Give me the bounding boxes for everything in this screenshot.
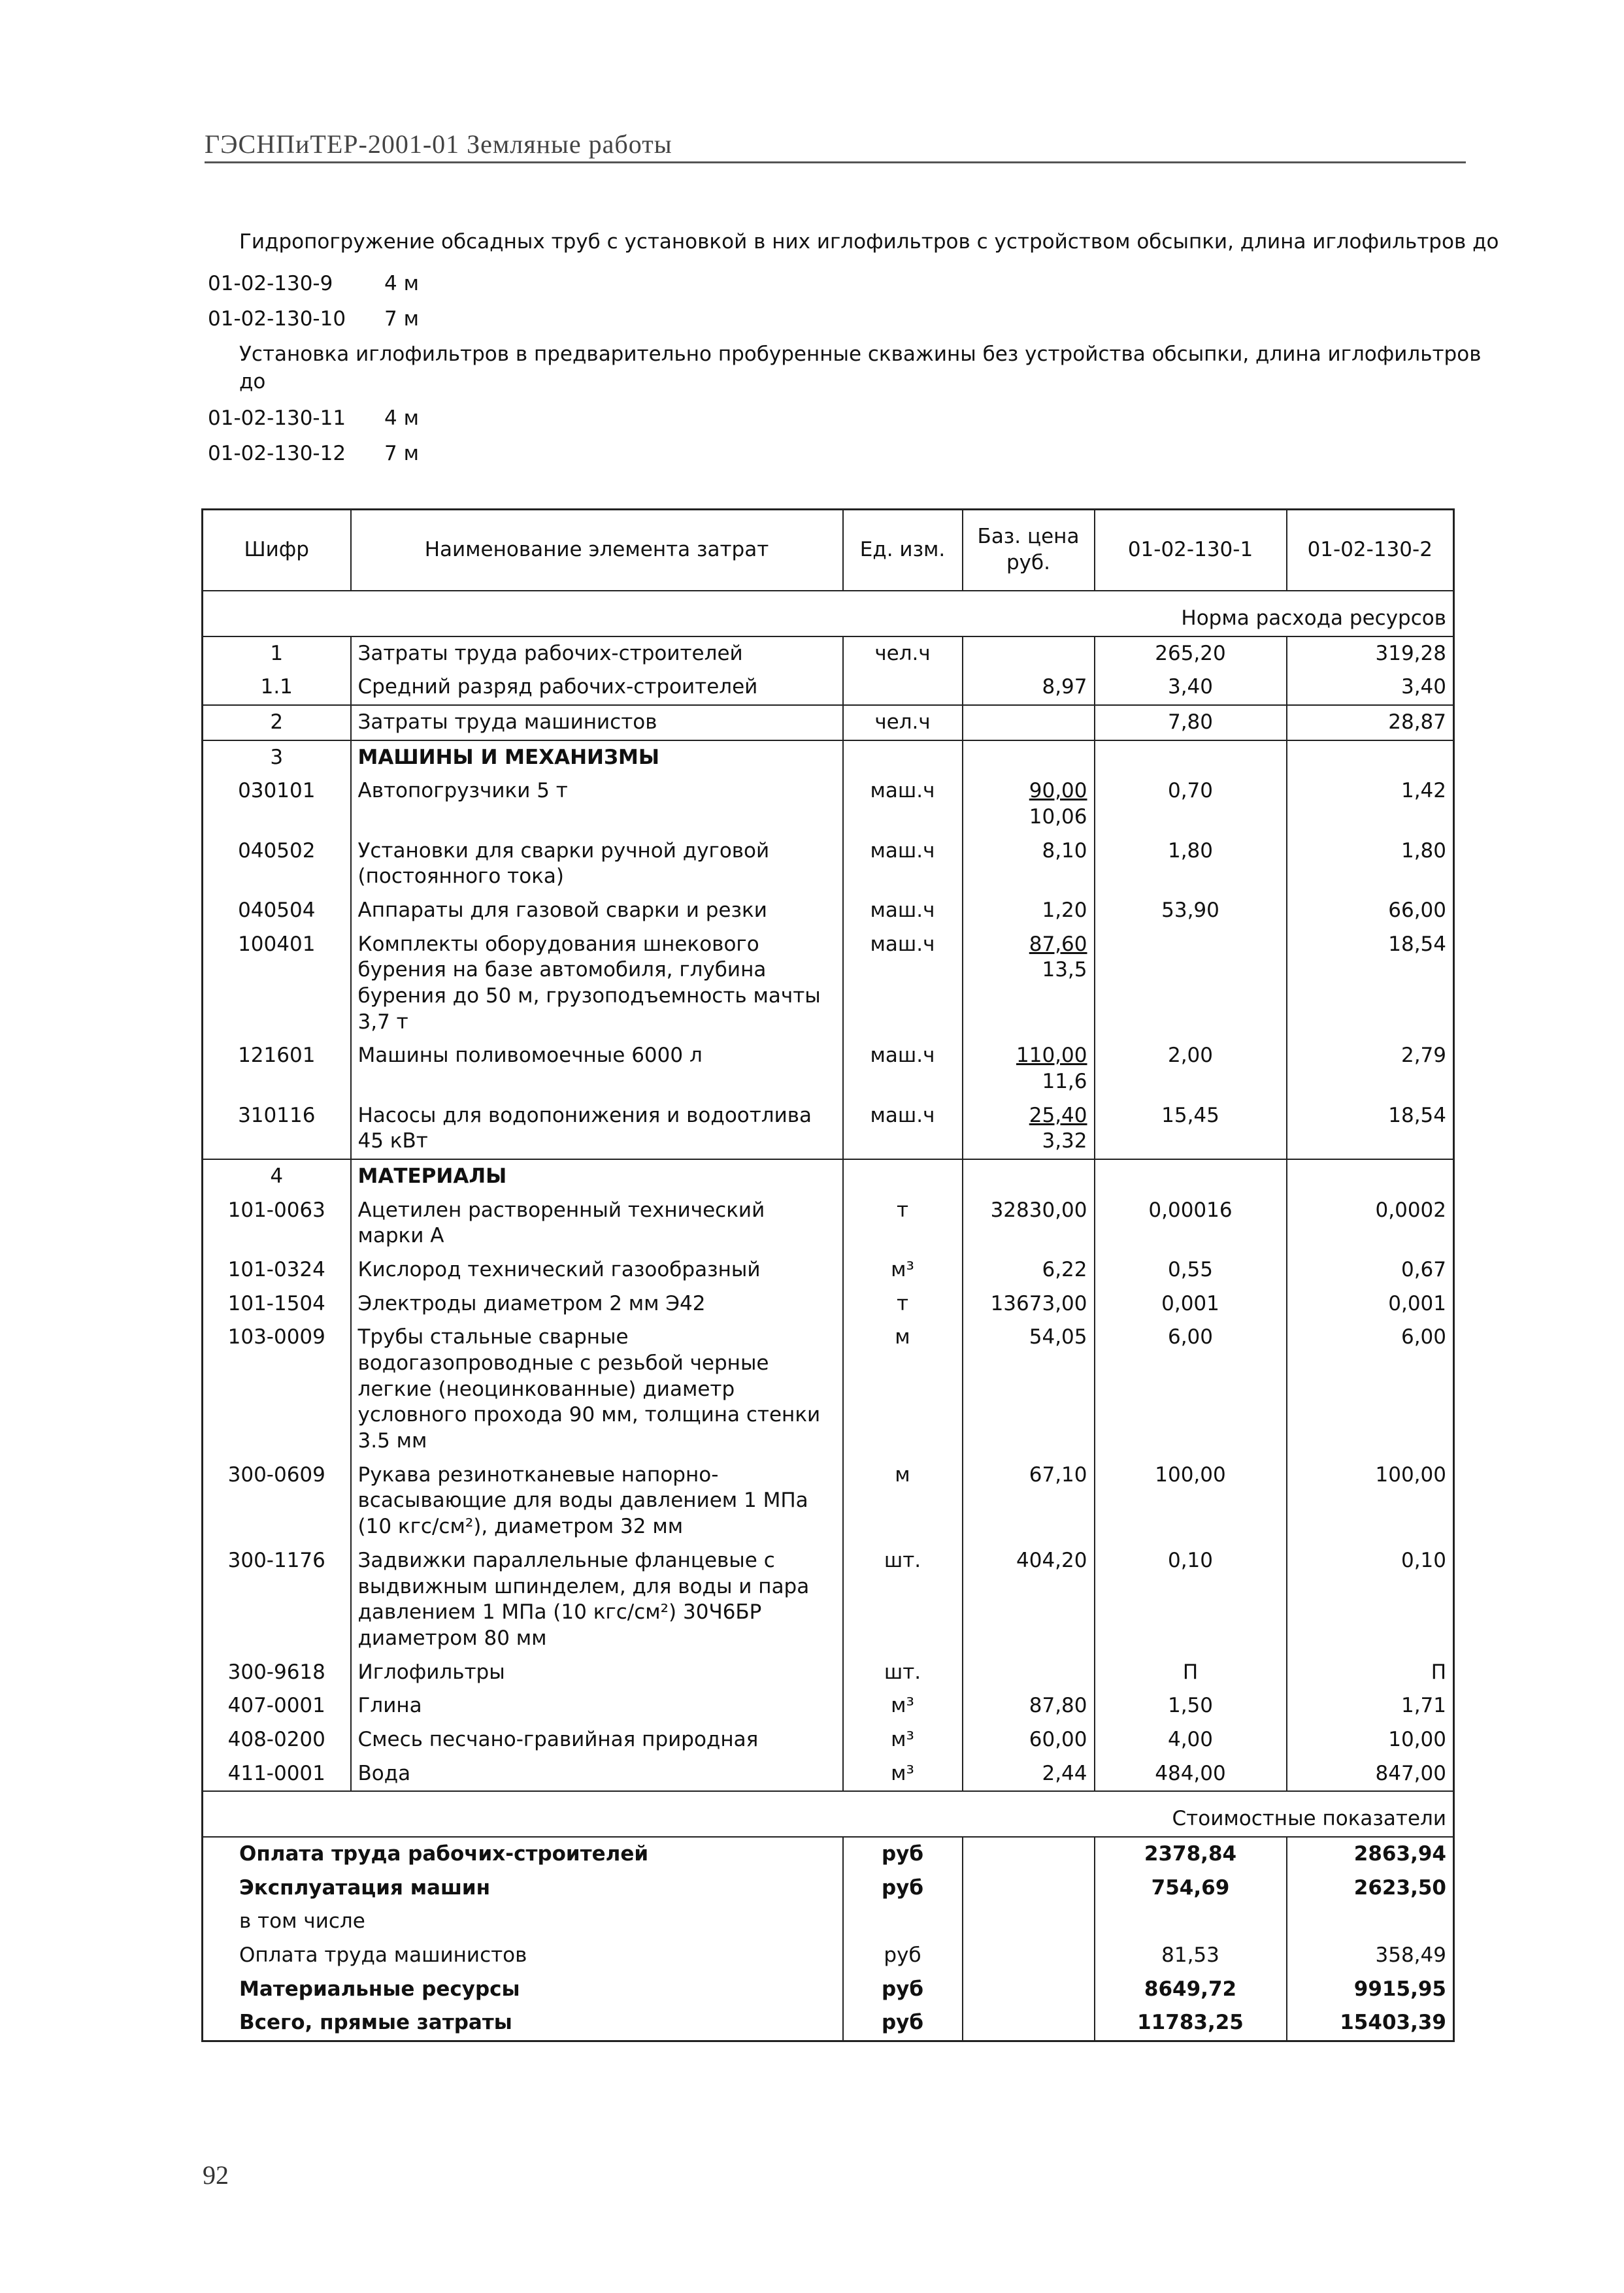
- cell-value-1: 1,50: [1095, 1689, 1287, 1723]
- table-row: [203, 1757, 1454, 1792]
- cell-value-1: 0,001: [1095, 1287, 1287, 1321]
- cell-price: 404,20: [963, 1544, 1095, 1656]
- cell-value-1: 100,00: [1095, 1459, 1287, 1544]
- cell-code: 4: [203, 1159, 351, 1194]
- cell-code: 101-0324: [203, 1253, 351, 1287]
- cell-unit: маш.ч: [843, 834, 963, 894]
- price-base: 87,60: [1029, 932, 1087, 956]
- cell-price: 2,44: [963, 1757, 1095, 1792]
- cell-name: Машины поливомоечные 6000 л: [351, 1039, 843, 1098]
- cost-value-1: 81,53: [1095, 1939, 1287, 1973]
- cell-value-1: 15,45: [1095, 1099, 1287, 1159]
- header-unit: Ед. изм.: [843, 510, 963, 591]
- page-number: 92: [203, 2160, 229, 2190]
- cell-price: 54,05: [963, 1321, 1095, 1458]
- cell-value-2: П: [1431, 1660, 1446, 1684]
- cost-empty: [963, 1872, 1095, 1905]
- cell-value-2: 10,00: [1388, 1727, 1446, 1751]
- cell-unit: маш.ч: [843, 1039, 963, 1098]
- price-wage: 11,6: [1042, 1070, 1087, 1094]
- table-body: [203, 591, 1454, 2041]
- cell-name: Вода: [351, 1757, 843, 1792]
- table-row: [203, 1459, 1454, 1544]
- cost-value-2: 358,49: [1375, 1943, 1446, 1967]
- cell-code: 101-1504: [203, 1287, 351, 1321]
- price-base: 25,40: [1029, 1103, 1087, 1127]
- cost-value-1: 2378,84: [1095, 1837, 1287, 1872]
- price-base: 90,00: [1029, 779, 1087, 803]
- cell-name: Автопогрузчики 5 т: [351, 774, 843, 834]
- table-row: [203, 1287, 1454, 1321]
- table-row: [203, 774, 1454, 834]
- cost-value-1: [1095, 1905, 1287, 1939]
- table-row: [203, 1656, 1454, 1690]
- cell-unit: шт.: [843, 1544, 963, 1656]
- table-row: [203, 928, 1454, 1040]
- cost-row: [203, 2006, 1454, 2041]
- cell-name: Смесь песчано-гравийная природная: [351, 1723, 843, 1757]
- header-price-line2: руб.: [1006, 551, 1050, 574]
- cell-code: 300-1176: [203, 1544, 351, 1656]
- cell-value-2: 1,71: [1400, 1694, 1446, 1718]
- cell-price: [963, 774, 1095, 834]
- cell-code: 407-0001: [203, 1689, 351, 1723]
- cell-value-2: 1,42: [1400, 779, 1446, 803]
- cost-label: в том числе: [239, 1909, 365, 1934]
- cell-name: Комплекты оборудования шнекового бурения на базе автомобиля, глубина бурения до 50 м, грузоподъемность мачты 3,7 т: [351, 928, 843, 1040]
- cell-value-2: [1287, 1159, 1454, 1194]
- intro-line-2-cont: до: [239, 370, 266, 393]
- cell-value-1: 3,40: [1095, 670, 1287, 705]
- cell-unit: м: [843, 1459, 963, 1544]
- cell-value-2: [1287, 740, 1454, 775]
- cell-unit: т: [843, 1287, 963, 1321]
- intro-line-1: Гидропогружение обсадных труб с установкой в них иглофильтров с устройством обсыпки, длина иглофильтров до: [239, 230, 1499, 254]
- table-row: [203, 834, 1454, 894]
- cell-price: 8,10: [963, 834, 1095, 894]
- cell-price: 1,20: [963, 894, 1095, 928]
- cell-value-1: 0,70: [1095, 774, 1287, 834]
- cost-row: [203, 1872, 1454, 1905]
- table-row: [203, 670, 1454, 705]
- cell-code: 040504: [203, 894, 351, 928]
- cost-row: [203, 1837, 1454, 1872]
- cell-price: 32830,00: [963, 1194, 1095, 1253]
- cell-unit: [843, 740, 963, 775]
- cell-value-2: 847,00: [1375, 1761, 1446, 1785]
- cell-name: Установки для сварки ручной дуговой (постоянного тока): [351, 834, 843, 894]
- price-base: 110,00: [1016, 1044, 1087, 1068]
- header-col-2: 01-02-130-2: [1307, 538, 1433, 562]
- cell-code: 3: [203, 740, 351, 775]
- header-code: Шифр: [203, 510, 351, 591]
- cost-caption: Стоимостные показатели: [1172, 1807, 1446, 1831]
- norm-caption: Норма расхода ресурсов: [1181, 606, 1446, 630]
- cell-name: Ацетилен растворенный технический марки А: [351, 1194, 843, 1253]
- cell-unit: чел.ч: [843, 636, 963, 671]
- cell-name: Затраты труда рабочих-строителей: [351, 636, 843, 671]
- cell-name: Средний разряд рабочих-строителей: [351, 670, 843, 705]
- cell-value-1: 0,10: [1095, 1544, 1287, 1656]
- table-row: [203, 1544, 1454, 1656]
- cell-price: [963, 1039, 1095, 1098]
- cell-code: 300-9618: [203, 1656, 351, 1690]
- cost-unit: руб: [843, 1872, 963, 1905]
- table-row: [203, 740, 1454, 775]
- cell-price: [963, 636, 1095, 671]
- cost-row: [203, 1973, 1454, 2007]
- cell-name: Трубы стальные сварные водогазопроводные с резьбой черные легкие (неоцинкованные) диаметр условного прохода 90 мм, толщина стенки 3.5 мм: [351, 1321, 843, 1458]
- cell-price: 8,97: [963, 670, 1095, 705]
- cell-unit: [843, 670, 963, 705]
- cell-value-2: 0,0002: [1375, 1198, 1446, 1222]
- cell-value-1: П: [1095, 1656, 1287, 1690]
- cell-price: [963, 1159, 1095, 1194]
- cell-value-1: [1095, 740, 1287, 775]
- cell-name: Глина: [351, 1689, 843, 1723]
- cell-unit: [843, 1159, 963, 1194]
- cell-name: МАТЕРИАЛЫ: [351, 1159, 843, 1194]
- cell-code: 100401: [203, 928, 351, 1040]
- cell-code: 103-0009: [203, 1321, 351, 1458]
- cost-unit: руб: [843, 1973, 963, 2007]
- cell-name: Затраты труда машинистов: [351, 705, 843, 740]
- cell-price: [963, 928, 1095, 1040]
- intro-code: 01-02-130-12: [208, 442, 346, 465]
- cell-code: 1.1: [203, 670, 351, 705]
- cell-code: 411-0001: [203, 1757, 351, 1792]
- cost-label: Всего, прямые затраты: [239, 2011, 512, 2035]
- cell-value-1: 0,55: [1095, 1253, 1287, 1287]
- cell-value-2: 28,87: [1287, 705, 1454, 740]
- cost-label: Оплата труда рабочих-строителей: [239, 1841, 649, 1866]
- cost-empty: [963, 1939, 1095, 1973]
- cell-code: 121601: [203, 1039, 351, 1098]
- cell-value-2: 3,40: [1400, 675, 1446, 699]
- cell-value-1: 6,00: [1095, 1321, 1287, 1458]
- cell-value-1: [1095, 928, 1287, 1040]
- cell-name: Задвижки параллельные фланцевые с выдвижным шпинделем, для воды и пара давлением 1 МПа (10 кгс/см²) 30Ч6БР диаметром 80 мм: [351, 1544, 843, 1656]
- header-name: Наименование элемента затрат: [351, 510, 843, 591]
- cell-name: МАШИНЫ И МЕХАНИЗМЫ: [351, 740, 843, 775]
- cell-name: Рукава резинотканевые напорно-всасывающие для воды давлением 1 МПа (10 кгс/см²), диаметром 32 мм: [351, 1459, 843, 1544]
- cost-value-2: 2863,94: [1353, 1841, 1446, 1866]
- table-row: [203, 636, 1454, 671]
- cell-price: 13673,00: [963, 1287, 1095, 1321]
- cost-value-1: 754,69: [1095, 1872, 1287, 1905]
- price-wage: 13,5: [1042, 958, 1087, 982]
- cell-code: 300-0609: [203, 1459, 351, 1544]
- cell-value-1: 4,00: [1095, 1723, 1287, 1757]
- cost-unit: руб: [843, 2006, 963, 2041]
- cell-price: 87,80: [963, 1689, 1095, 1723]
- cell-price: 67,10: [963, 1459, 1095, 1544]
- table-row: [203, 1039, 1454, 1098]
- header-price: [963, 510, 1095, 591]
- cell-value-1: 53,90: [1095, 894, 1287, 928]
- cell-code: 1: [203, 636, 351, 671]
- cell-value-1: 484,00: [1095, 1757, 1287, 1792]
- cell-name: Кислород технический газообразный: [351, 1253, 843, 1287]
- cell-unit: маш.ч: [843, 894, 963, 928]
- running-header: ГЭСНПиТЕР-2001-01 Земляные работы: [205, 129, 672, 159]
- cell-value-2: 0,10: [1400, 1548, 1446, 1572]
- cell-value-2: 100,00: [1375, 1462, 1446, 1487]
- cell-unit: м³: [843, 1757, 963, 1792]
- intro-line-2: Установка иглофильтров в предварительно пробуренные скважины без устройства обсыпки, длина иглофильтров: [239, 342, 1482, 366]
- intro-code: 01-02-130-11: [208, 406, 346, 430]
- cost-label: Материальные ресурсы: [239, 1977, 520, 2001]
- cell-value-2: 18,54: [1388, 932, 1446, 956]
- cost-empty: [963, 1837, 1095, 1872]
- cell-value-1: 2,00: [1095, 1039, 1287, 1098]
- cost-empty: [963, 1905, 1095, 1939]
- cost-value-1: 8649,72: [1095, 1973, 1287, 2007]
- cell-code: 040502: [203, 834, 351, 894]
- cost-value-2: 2623,50: [1353, 1875, 1446, 1900]
- cell-unit: т: [843, 1194, 963, 1253]
- cost-value-2: 9915,95: [1353, 1977, 1446, 2001]
- cell-unit: м³: [843, 1689, 963, 1723]
- cost-label: Эксплуатация машин: [239, 1875, 491, 1900]
- header-col-1: 01-02-130-1: [1095, 510, 1287, 591]
- cell-price: [963, 1656, 1095, 1690]
- cell-value-2: 0,67: [1400, 1258, 1446, 1282]
- price-wage: 10,06: [1029, 805, 1087, 829]
- intro-length: 4 м: [384, 272, 419, 295]
- cell-name: Аппараты для газовой сварки и резки: [351, 894, 843, 928]
- cell-value-2: 319,28: [1375, 641, 1446, 665]
- cell-code: 310116: [203, 1099, 351, 1159]
- header-price-line1: Баз. цена: [977, 525, 1080, 549]
- cell-value-2: 6,00: [1400, 1325, 1446, 1349]
- cell-value-1: 1,80: [1095, 834, 1287, 894]
- cell-price: 60,00: [963, 1723, 1095, 1757]
- cell-value-2: 66,00: [1388, 899, 1446, 923]
- cell-name: Иглофильтры: [351, 1656, 843, 1690]
- cost-value-1: 11783,25: [1095, 2006, 1287, 2041]
- cost-unit: руб: [843, 1939, 963, 1973]
- header-rule: [205, 161, 1466, 163]
- cell-value-2: 18,54: [1388, 1103, 1446, 1127]
- cost-row: [203, 1905, 1454, 1939]
- cell-code: 408-0200: [203, 1723, 351, 1757]
- intro-code: 01-02-130-10: [208, 307, 346, 331]
- cell-code: 030101: [203, 774, 351, 834]
- cell-unit: маш.ч: [843, 1099, 963, 1159]
- cost-empty: [963, 1973, 1095, 2007]
- table-row: [203, 1159, 1454, 1194]
- cell-unit: маш.ч: [843, 774, 963, 834]
- cell-price: 6,22: [963, 1253, 1095, 1287]
- table-row: [203, 705, 1454, 740]
- intro-length: 4 м: [384, 406, 419, 430]
- resource-table: [201, 508, 1455, 2042]
- cost-caption-row: [203, 1791, 1454, 1837]
- cell-unit: м: [843, 1321, 963, 1458]
- cell-unit: маш.ч: [843, 928, 963, 1040]
- cell-name: Насосы для водопонижения и водоотлива 45 кВт: [351, 1099, 843, 1159]
- cell-price: [963, 740, 1095, 775]
- table-row: [203, 1689, 1454, 1723]
- cell-unit: м³: [843, 1253, 963, 1287]
- cell-unit: шт.: [843, 1656, 963, 1690]
- cost-unit: [843, 1905, 963, 1939]
- intro-length: 7 м: [384, 442, 419, 465]
- intro-length: 7 м: [384, 307, 419, 331]
- norm-caption-row: [203, 591, 1454, 636]
- cell-value-1: 7,80: [1095, 705, 1287, 740]
- table-header-row: [203, 510, 1454, 591]
- cell-code: 2: [203, 705, 351, 740]
- cost-value-2: [1287, 1905, 1454, 1939]
- cell-value-1: [1095, 1159, 1287, 1194]
- table-row: [203, 1194, 1454, 1253]
- cell-price: [963, 705, 1095, 740]
- cell-code: 101-0063: [203, 1194, 351, 1253]
- cost-row: [203, 1939, 1454, 1973]
- cost-empty: [963, 2006, 1095, 2041]
- cell-unit: м³: [843, 1723, 963, 1757]
- cell-price: [963, 1099, 1095, 1159]
- price-wage: 3,32: [1042, 1129, 1087, 1153]
- table-row: [203, 1723, 1454, 1757]
- table-row: [203, 1099, 1454, 1159]
- cost-value-2: 15403,39: [1340, 2011, 1446, 2035]
- cell-value-1: 265,20: [1095, 636, 1287, 671]
- cell-value-1: 0,00016: [1095, 1194, 1287, 1253]
- cost-label: Оплата труда машинистов: [239, 1943, 527, 1967]
- cell-value-2: 2,79: [1400, 1044, 1446, 1068]
- cost-unit: руб: [843, 1837, 963, 1872]
- table-row: [203, 1253, 1454, 1287]
- cell-value-2: 0,001: [1388, 1291, 1446, 1315]
- intro-code: 01-02-130-9: [208, 272, 333, 295]
- cell-value-2: 1,80: [1400, 838, 1446, 863]
- table-row: [203, 1321, 1454, 1458]
- cell-name: Электроды диаметром 2 мм Э42: [351, 1287, 843, 1321]
- table-row: [203, 894, 1454, 928]
- cell-unit: чел.ч: [843, 705, 963, 740]
